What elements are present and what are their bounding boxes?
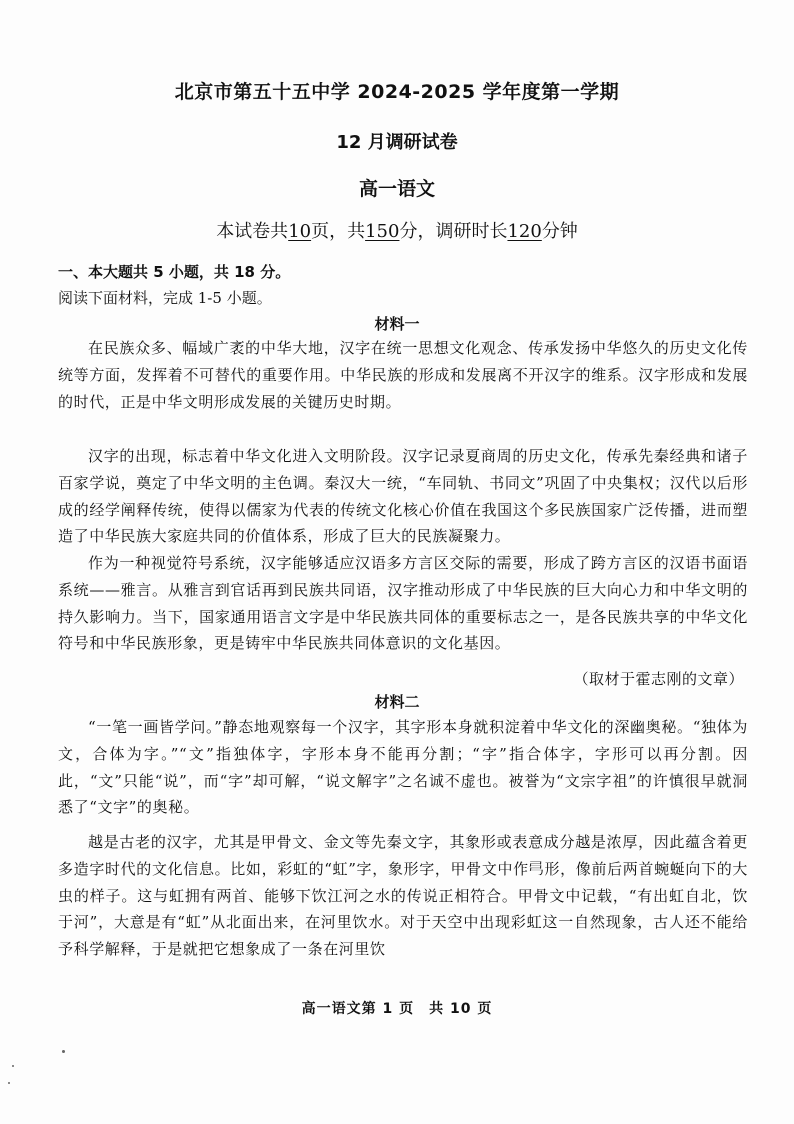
duration-minutes: 120 — [507, 221, 542, 242]
material2-paragraph: 越是古老的汉字，尤其是甲骨文、金文等先秦文字，其象形或表意成分越是浓厚，因此蕴含着更多造字时代的文化信息。比如，彩虹的“虹”字，象形字，甲骨文中作𢎧形，像前后两首蜿蜒向下的大虫的样子。这与虹拥有两首、能够下饮江河之水的传说正相符合。甲骨文中记载，“有出虹自北，饮于河”，大意是有“虹”从北面出来，在河里饮水。对于天空中出现彩虹这一自然现象，古人还不能给予科学解释，于是就把它想象成了一条在河里饮 — [58, 833, 748, 959]
exam-subtitle: 12 月调研试卷 — [336, 132, 458, 153]
info-mid2: 分，调研时长 — [399, 221, 508, 242]
material1-title: 材料一 — [374, 315, 420, 333]
scan-speck — [12, 1065, 14, 1067]
material2-paragraph: “一笔一画皆学问。”静态地观察每一个汉字，其字形本身就积淀着中华文化的深幽奥秘。“独体为文，合体为字。”“文”指独体字，字形本身不能再分割；“字”指合体字，字形可以再分割。因此，“文”只能“说”，而“字”却可解，“说文解字”之名诚不虚也。被誉为“文宗字祖”的许慎很早就洞悉了“文字”的奥秘。 — [58, 718, 748, 817]
exam-title: 北京市第五十五中学 2024-2025 学年度第一学期 — [174, 81, 620, 103]
material2-title: 材料二 — [374, 693, 420, 711]
info-suffix: 分钟 — [541, 221, 578, 242]
info-mid1: 页，共 — [311, 221, 366, 242]
total-score: 150 — [365, 221, 400, 242]
page-count: 10 — [288, 221, 312, 242]
scan-speck — [62, 1050, 65, 1053]
section-heading: 一、本大题共 5 小题，共 18 分。 — [58, 263, 291, 281]
material1-source: （取材于霍志刚的文章） — [573, 670, 744, 688]
info-prefix: 本试卷共 — [216, 221, 289, 242]
exam-info — [0, 217, 794, 243]
material1-paragraph: 在民族众多、幅域广袤的中华大地，汉字在统一思想文化观念、传承发扬中华悠久的历史文化传统等方面，发挥着不可替代的重要作用。中华民族的形成和发展离不开汉字的维系。汉字形成和发展的时代，正是中华文明形成发展的关键历史时期。 — [58, 339, 748, 411]
section-instruction: 阅读下面材料，完成 1-5 小题。 — [58, 289, 272, 307]
material1-paragraph: 汉字的出现，标志着中华文化进入文明阶段。汉字记录夏商周的历史文化，传承先秦经典和诸子百家学说，奠定了中华文明的主色调。秦汉大一统，“车同轨、书同文”巩固了中央集权；汉代以后形成的经学阐释传统，使得以儒家为代表的传统文化核心价值在我国这个多民族国家广泛传播，进而塑造了中华民族大家庭共同的价值体系，形成了巨大的民族凝聚力。 — [58, 447, 748, 546]
subject-title: 高一语文 — [358, 178, 435, 200]
material1-paragraph: 作为一种视觉符号系统，汉字能够适应汉语多方言区交际的需要，形成了跨方言区的汉语书面语系统——雅言。从雅言到官话再到民族共同语，汉字推动形成了中华民族的巨大向心力和中华文明的持久影响力。当下，国家通用语言文字是中华民族共同体的重要标志之一，是各民族共享的中华文化符号和中华民族形象，更是铸牢中华民族共同体意识的文化基因。 — [58, 554, 748, 653]
page-footer: 高一语文第 1 页 共 10 页 — [301, 1001, 493, 1017]
scan-speck — [8, 1082, 10, 1084]
